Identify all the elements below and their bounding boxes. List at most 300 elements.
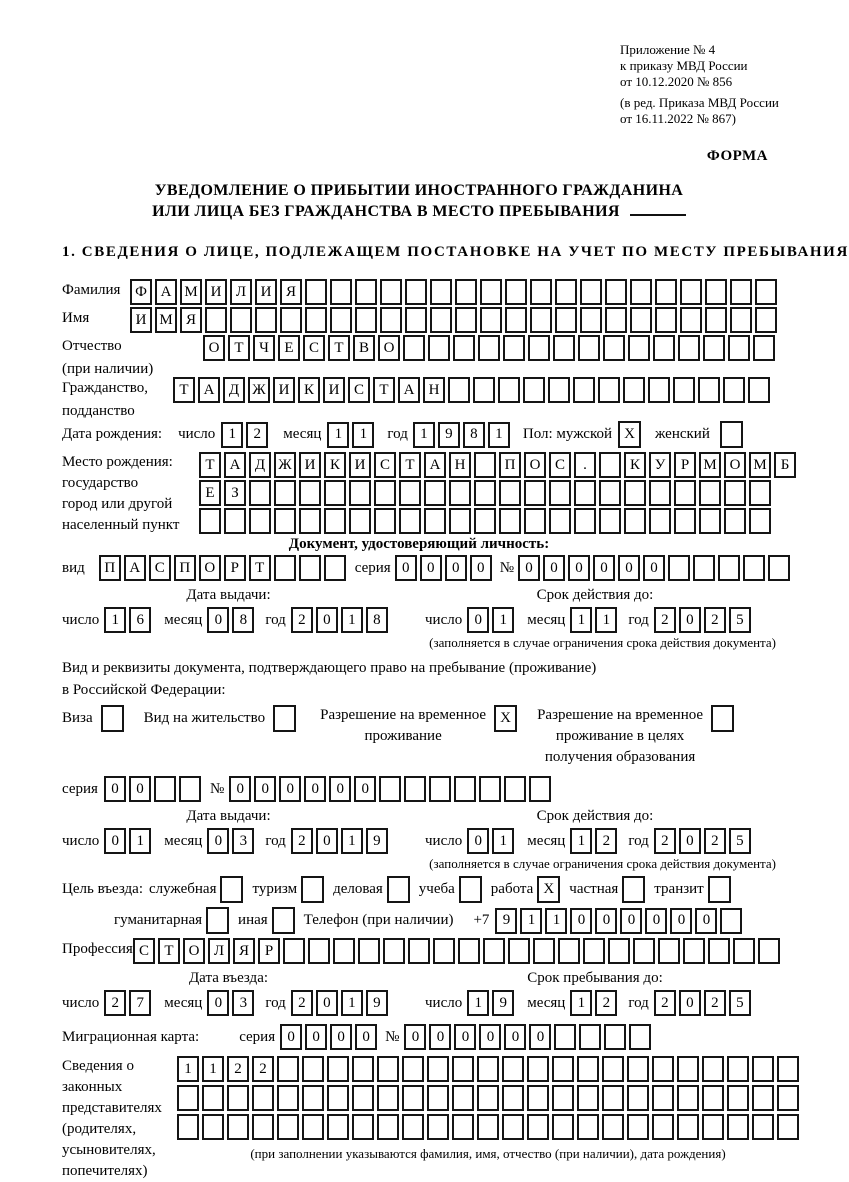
surname-boxes-cell[interactable]	[480, 279, 502, 305]
doc-kind-boxes-cell[interactable]	[274, 555, 296, 581]
profession-boxes-cell[interactable]	[433, 938, 455, 964]
residence-number-boxes-cell[interactable]: 0	[354, 776, 376, 802]
doc-kind-boxes-cell[interactable]	[299, 555, 321, 581]
citizenship-boxes-cell[interactable]	[723, 377, 745, 403]
purpose-transit-checkbox[interactable]	[708, 876, 731, 903]
birth-place-boxes-row1-cell[interactable]: .	[574, 452, 596, 478]
representatives-boxes-row1-cell[interactable]	[602, 1056, 624, 1082]
firstname-boxes-cell[interactable]	[755, 307, 777, 333]
migration-series-boxes-cell[interactable]: 0	[280, 1024, 302, 1050]
entry-month-boxes-cell[interactable]: 3	[232, 990, 254, 1016]
birth-place-boxes-row2-cell[interactable]	[324, 480, 346, 506]
surname-boxes-cell[interactable]: М	[180, 279, 202, 305]
citizenship-boxes-cell[interactable]	[548, 377, 570, 403]
birth-place-boxes-row3-cell[interactable]	[474, 508, 496, 534]
birth-place-boxes-row1-cell[interactable]: Б	[774, 452, 796, 478]
until-year-boxes-cell[interactable]: 0	[679, 990, 701, 1016]
citizenship-boxes-cell[interactable]	[498, 377, 520, 403]
birth-place-boxes-row3-cell[interactable]	[499, 508, 521, 534]
profession-boxes-cell[interactable]: Т	[158, 938, 180, 964]
representatives-boxes-row1-cell[interactable]	[302, 1056, 324, 1082]
birth-place-boxes-row1-cell[interactable]: К	[624, 452, 646, 478]
birth-place-boxes-row1-cell[interactable]: М	[699, 452, 721, 478]
valid-month-boxes-cell[interactable]: 1	[570, 828, 592, 854]
birth-place-boxes-row1-cell[interactable]: П	[499, 452, 521, 478]
birth-place-boxes-row3-cell[interactable]	[324, 508, 346, 534]
purpose-humanitarian-checkbox[interactable]	[206, 907, 229, 934]
patronymic-boxes-cell[interactable]	[603, 335, 625, 361]
representatives-boxes-row1-cell[interactable]	[702, 1056, 724, 1082]
representatives-boxes-row3-cell[interactable]	[277, 1114, 299, 1140]
birth-place-boxes-row1-cell[interactable]: Ж	[274, 452, 296, 478]
representatives-boxes-row2-cell[interactable]	[727, 1085, 749, 1111]
residence-number-boxes-cell[interactable]	[479, 776, 501, 802]
representatives-boxes-row3-cell[interactable]	[702, 1114, 724, 1140]
until-day-boxes-cell[interactable]: 9	[492, 990, 514, 1016]
profession-boxes-cell[interactable]	[658, 938, 680, 964]
birth-place-boxes-row2-cell[interactable]	[674, 480, 696, 506]
patronymic-boxes-cell[interactable]	[578, 335, 600, 361]
birth-place-boxes-row2-cell[interactable]: Е	[199, 480, 221, 506]
representatives-boxes-row2-cell[interactable]	[602, 1085, 624, 1111]
representatives-boxes-row3-cell[interactable]	[477, 1114, 499, 1140]
phone-boxes-cell[interactable]: 0	[595, 908, 617, 934]
representatives-boxes-row1-cell[interactable]	[577, 1056, 599, 1082]
birth-place-boxes-row1-cell[interactable]: И	[349, 452, 371, 478]
representatives-boxes-row1-cell[interactable]	[352, 1056, 374, 1082]
purpose-official-checkbox[interactable]	[220, 876, 243, 903]
valid-year-boxes-cell[interactable]: 0	[679, 828, 701, 854]
representatives-boxes-row3-cell[interactable]	[577, 1114, 599, 1140]
firstname-boxes-cell[interactable]	[705, 307, 727, 333]
firstname-boxes-cell[interactable]	[480, 307, 502, 333]
valid-year-boxes-cell[interactable]: 2	[654, 607, 676, 633]
phone-boxes-cell[interactable]: 9	[495, 908, 517, 934]
doc-series-boxes-cell[interactable]: 0	[470, 555, 492, 581]
profession-boxes-cell[interactable]	[733, 938, 755, 964]
issue-year-boxes-cell[interactable]: 1	[341, 607, 363, 633]
birth-place-boxes-row1-cell[interactable]: М	[749, 452, 771, 478]
citizenship-boxes-cell[interactable]	[648, 377, 670, 403]
residence-series-boxes-cell[interactable]: 0	[104, 776, 126, 802]
patronymic-boxes-cell[interactable]: О	[378, 335, 400, 361]
firstname-boxes-cell[interactable]	[280, 307, 302, 333]
residence-number-boxes-cell[interactable]	[429, 776, 451, 802]
representatives-boxes-row2-cell[interactable]	[302, 1085, 324, 1111]
birth-place-boxes-row2-cell[interactable]	[399, 480, 421, 506]
doc-number-boxes-cell[interactable]	[668, 555, 690, 581]
representatives-boxes-row2-cell[interactable]	[277, 1085, 299, 1111]
representatives-boxes-row1-cell[interactable]	[552, 1056, 574, 1082]
patronymic-boxes-cell[interactable]	[428, 335, 450, 361]
citizenship-boxes-cell[interactable]	[473, 377, 495, 403]
birth-place-boxes-row1-cell[interactable]: Д	[249, 452, 271, 478]
firstname-boxes-cell[interactable]	[730, 307, 752, 333]
representatives-boxes-row3-cell[interactable]	[252, 1114, 274, 1140]
representatives-boxes-row3-cell[interactable]	[777, 1114, 799, 1140]
birth-place-boxes-row3-cell[interactable]	[749, 508, 771, 534]
phone-boxes-cell[interactable]: 0	[670, 908, 692, 934]
representatives-boxes-row2-cell[interactable]	[427, 1085, 449, 1111]
representatives-boxes-row2-cell[interactable]	[577, 1085, 599, 1111]
residence-number-boxes-cell[interactable]	[454, 776, 476, 802]
valid-month-boxes-cell[interactable]: 2	[595, 828, 617, 854]
until-month-boxes-cell[interactable]: 1	[570, 990, 592, 1016]
residence-permit-checkbox[interactable]	[273, 705, 296, 732]
birth-place-boxes-row3-cell[interactable]	[199, 508, 221, 534]
firstname-boxes-cell[interactable]	[305, 307, 327, 333]
firstname-boxes-cell[interactable]	[205, 307, 227, 333]
birth-place-boxes-row1-cell[interactable]: Т	[199, 452, 221, 478]
profession-boxes-cell[interactable]	[458, 938, 480, 964]
representatives-boxes-row3-cell[interactable]	[377, 1114, 399, 1140]
representatives-boxes-row1-cell[interactable]	[377, 1056, 399, 1082]
representatives-boxes-row3-cell[interactable]	[227, 1114, 249, 1140]
entry-month-boxes-cell[interactable]: 0	[207, 990, 229, 1016]
firstname-boxes-cell[interactable]	[505, 307, 527, 333]
representatives-boxes-row2-cell[interactable]	[352, 1085, 374, 1111]
doc-number-boxes-cell[interactable]	[693, 555, 715, 581]
birth-place-boxes-row1-cell[interactable]: О	[724, 452, 746, 478]
birth-place-boxes-row3-cell[interactable]	[274, 508, 296, 534]
representatives-boxes-row3-cell[interactable]	[202, 1114, 224, 1140]
doc-kind-boxes-cell[interactable]: С	[149, 555, 171, 581]
citizenship-boxes-cell[interactable]	[448, 377, 470, 403]
representatives-boxes-row3-cell[interactable]	[427, 1114, 449, 1140]
surname-boxes-cell[interactable]	[680, 279, 702, 305]
representatives-boxes-row2-cell[interactable]	[327, 1085, 349, 1111]
representatives-boxes-row2-cell[interactable]	[177, 1085, 199, 1111]
surname-boxes-cell[interactable]: И	[205, 279, 227, 305]
patronymic-boxes-cell[interactable]	[528, 335, 550, 361]
birth-place-boxes-row1-cell[interactable]: И	[299, 452, 321, 478]
residence-number-boxes-cell[interactable]: 0	[229, 776, 251, 802]
citizenship-boxes-cell[interactable]: К	[298, 377, 320, 403]
phone-boxes-cell[interactable]: 0	[645, 908, 667, 934]
entry-year-boxes-cell[interactable]: 1	[341, 990, 363, 1016]
until-year-boxes-cell[interactable]: 2	[654, 990, 676, 1016]
residence-series-boxes-cell[interactable]	[179, 776, 201, 802]
representatives-boxes-row3-cell[interactable]	[302, 1114, 324, 1140]
representatives-boxes-row2-cell[interactable]	[227, 1085, 249, 1111]
doc-series-boxes-cell[interactable]: 0	[445, 555, 467, 581]
firstname-boxes-cell[interactable]: М	[155, 307, 177, 333]
representatives-boxes-row2-cell[interactable]	[652, 1085, 674, 1111]
citizenship-boxes-cell[interactable]: А	[198, 377, 220, 403]
profession-boxes-cell[interactable]: С	[133, 938, 155, 964]
birth-year-boxes-cell[interactable]: 9	[438, 422, 460, 448]
profession-boxes-cell[interactable]	[633, 938, 655, 964]
birth-place-boxes-row2-cell[interactable]	[624, 480, 646, 506]
citizenship-boxes-cell[interactable]: Д	[223, 377, 245, 403]
birth-year-boxes-cell[interactable]: 1	[488, 422, 510, 448]
birth-place-boxes-row3-cell[interactable]	[599, 508, 621, 534]
issue-year-boxes-cell[interactable]: 2	[291, 828, 313, 854]
valid-month-boxes-cell[interactable]: 1	[570, 607, 592, 633]
representatives-boxes-row2-cell[interactable]	[552, 1085, 574, 1111]
sex-female-checkbox[interactable]	[720, 421, 743, 448]
migration-number-boxes-cell[interactable]	[554, 1024, 576, 1050]
surname-boxes-cell[interactable]	[505, 279, 527, 305]
patronymic-boxes-cell[interactable]: Ч	[253, 335, 275, 361]
birth-place-boxes-row1-cell[interactable]: С	[374, 452, 396, 478]
representatives-boxes-row1-cell[interactable]	[527, 1056, 549, 1082]
citizenship-boxes-cell[interactable]: И	[273, 377, 295, 403]
migration-number-boxes-cell[interactable]	[579, 1024, 601, 1050]
birth-place-boxes-row3-cell[interactable]	[349, 508, 371, 534]
birth-place-boxes-row2-cell[interactable]	[274, 480, 296, 506]
representatives-boxes-row3-cell[interactable]	[552, 1114, 574, 1140]
valid-day-boxes-cell[interactable]: 0	[467, 607, 489, 633]
surname-boxes-cell[interactable]	[555, 279, 577, 305]
birth-place-boxes-row3-cell[interactable]	[524, 508, 546, 534]
residence-number-boxes-cell[interactable]: 0	[304, 776, 326, 802]
citizenship-boxes-cell[interactable]	[623, 377, 645, 403]
birth-place-boxes-row2-cell[interactable]	[374, 480, 396, 506]
patronymic-boxes-cell[interactable]	[678, 335, 700, 361]
surname-boxes-cell[interactable]	[630, 279, 652, 305]
birth-place-boxes-row1-cell[interactable]: К	[324, 452, 346, 478]
birth-place-boxes-row2-cell[interactable]	[549, 480, 571, 506]
citizenship-boxes-cell[interactable]	[523, 377, 545, 403]
doc-number-boxes-cell[interactable]: 0	[568, 555, 590, 581]
birth-place-boxes-row2-cell[interactable]	[649, 480, 671, 506]
issue-year-boxes-cell[interactable]: 0	[316, 607, 338, 633]
until-year-boxes-cell[interactable]: 2	[704, 990, 726, 1016]
representatives-boxes-row3-cell[interactable]	[452, 1114, 474, 1140]
purpose-business-checkbox[interactable]	[387, 876, 410, 903]
doc-kind-boxes-cell[interactable]	[324, 555, 346, 581]
firstname-boxes-cell[interactable]	[605, 307, 627, 333]
firstname-boxes-cell[interactable]	[630, 307, 652, 333]
doc-number-boxes-cell[interactable]: 0	[518, 555, 540, 581]
birth-place-boxes-row2-cell[interactable]	[299, 480, 321, 506]
representatives-boxes-row1-cell[interactable]	[652, 1056, 674, 1082]
residence-number-boxes-cell[interactable]: 0	[254, 776, 276, 802]
migration-series-boxes-cell[interactable]: 0	[355, 1024, 377, 1050]
migration-number-boxes-cell[interactable]: 0	[479, 1024, 501, 1050]
birth-place-boxes-row1-cell[interactable]: Р	[674, 452, 696, 478]
profession-boxes-cell[interactable]	[358, 938, 380, 964]
residence-series-boxes-cell[interactable]	[154, 776, 176, 802]
representatives-boxes-row1-cell[interactable]	[677, 1056, 699, 1082]
profession-boxes-cell[interactable]	[383, 938, 405, 964]
residence-number-boxes-cell[interactable]	[504, 776, 526, 802]
residence-number-boxes-cell[interactable]: 0	[279, 776, 301, 802]
purpose-work-checkbox[interactable]: X	[537, 876, 560, 903]
birth-place-boxes-row1-cell[interactable]: А	[224, 452, 246, 478]
visa-checkbox[interactable]	[101, 705, 124, 732]
citizenship-boxes-cell[interactable]: И	[323, 377, 345, 403]
birth-place-boxes-row3-cell[interactable]	[699, 508, 721, 534]
doc-kind-boxes-cell[interactable]: Р	[224, 555, 246, 581]
representatives-boxes-row2-cell[interactable]	[627, 1085, 649, 1111]
doc-number-boxes-cell[interactable]	[743, 555, 765, 581]
valid-year-boxes-cell[interactable]: 5	[729, 607, 751, 633]
surname-boxes-cell[interactable]: Л	[230, 279, 252, 305]
patronymic-boxes-cell[interactable]: Т	[228, 335, 250, 361]
profession-boxes-cell[interactable]	[333, 938, 355, 964]
doc-kind-boxes-cell[interactable]: А	[124, 555, 146, 581]
firstname-boxes-cell[interactable]	[555, 307, 577, 333]
citizenship-boxes-cell[interactable]: Т	[373, 377, 395, 403]
issue-day-boxes-cell[interactable]: 6	[129, 607, 151, 633]
birth-place-boxes-row1-cell[interactable]: С	[549, 452, 571, 478]
migration-number-boxes-cell[interactable]: 0	[529, 1024, 551, 1050]
birth-place-boxes-row2-cell[interactable]	[724, 480, 746, 506]
birth-day-boxes-cell[interactable]: 1	[221, 422, 243, 448]
residence-number-boxes-cell[interactable]	[404, 776, 426, 802]
valid-year-boxes-cell[interactable]: 5	[729, 828, 751, 854]
birth-place-boxes-row1-cell[interactable]	[599, 452, 621, 478]
representatives-boxes-row1-cell[interactable]: 1	[202, 1056, 224, 1082]
surname-boxes-cell[interactable]	[530, 279, 552, 305]
representatives-boxes-row1-cell[interactable]: 2	[227, 1056, 249, 1082]
profession-boxes-cell[interactable]	[558, 938, 580, 964]
representatives-boxes-row3-cell[interactable]	[502, 1114, 524, 1140]
valid-year-boxes-cell[interactable]: 2	[704, 828, 726, 854]
issue-year-boxes-cell[interactable]: 1	[341, 828, 363, 854]
doc-number-boxes-cell[interactable]	[768, 555, 790, 581]
representatives-boxes-row1-cell[interactable]	[277, 1056, 299, 1082]
profession-boxes-cell[interactable]: О	[183, 938, 205, 964]
firstname-boxes-cell[interactable]: Я	[180, 307, 202, 333]
birth-place-boxes-row2-cell[interactable]	[599, 480, 621, 506]
patronymic-boxes-cell[interactable]	[403, 335, 425, 361]
surname-boxes-cell[interactable]	[605, 279, 627, 305]
issue-year-boxes-cell[interactable]: 2	[291, 607, 313, 633]
issue-year-boxes-cell[interactable]: 0	[316, 828, 338, 854]
phone-boxes-cell[interactable]	[720, 908, 742, 934]
purpose-private-checkbox[interactable]	[622, 876, 645, 903]
representatives-boxes-row1-cell[interactable]	[727, 1056, 749, 1082]
profession-boxes-cell[interactable]: Я	[233, 938, 255, 964]
representatives-boxes-row2-cell[interactable]	[702, 1085, 724, 1111]
issue-month-boxes-cell[interactable]: 0	[207, 607, 229, 633]
representatives-boxes-row3-cell[interactable]	[177, 1114, 199, 1140]
doc-kind-boxes-cell[interactable]: О	[199, 555, 221, 581]
until-day-boxes-cell[interactable]: 1	[467, 990, 489, 1016]
phone-boxes-cell[interactable]: 0	[570, 908, 592, 934]
surname-boxes-cell[interactable]	[305, 279, 327, 305]
profession-boxes-cell[interactable]	[583, 938, 605, 964]
birth-place-boxes-row3-cell[interactable]	[574, 508, 596, 534]
representatives-boxes-row2-cell[interactable]	[477, 1085, 499, 1111]
birth-place-boxes-row2-cell[interactable]	[749, 480, 771, 506]
representatives-boxes-row3-cell[interactable]	[327, 1114, 349, 1140]
phone-boxes-cell[interactable]: 0	[620, 908, 642, 934]
representatives-boxes-row1-cell[interactable]: 2	[252, 1056, 274, 1082]
birth-place-boxes-row3-cell[interactable]	[624, 508, 646, 534]
patronymic-boxes-cell[interactable]	[753, 335, 775, 361]
birth-place-boxes-row3-cell[interactable]	[649, 508, 671, 534]
representatives-boxes-row1-cell[interactable]	[627, 1056, 649, 1082]
citizenship-boxes-cell[interactable]: Т	[173, 377, 195, 403]
entry-year-boxes-cell[interactable]: 9	[366, 990, 388, 1016]
representatives-boxes-row3-cell[interactable]	[677, 1114, 699, 1140]
surname-boxes-cell[interactable]	[330, 279, 352, 305]
valid-year-boxes-cell[interactable]: 2	[654, 828, 676, 854]
issue-day-boxes-cell[interactable]: 0	[104, 828, 126, 854]
citizenship-boxes-cell[interactable]: Н	[423, 377, 445, 403]
patronymic-boxes-cell[interactable]: С	[303, 335, 325, 361]
surname-boxes-cell[interactable]	[755, 279, 777, 305]
birth-place-boxes-row3-cell[interactable]	[424, 508, 446, 534]
phone-boxes-cell[interactable]: 1	[520, 908, 542, 934]
profession-boxes-cell[interactable]: Л	[208, 938, 230, 964]
birth-place-boxes-row1-cell[interactable]: Т	[399, 452, 421, 478]
citizenship-boxes-cell[interactable]	[573, 377, 595, 403]
citizenship-boxes-cell[interactable]: Ж	[248, 377, 270, 403]
patronymic-boxes-cell[interactable]	[453, 335, 475, 361]
migration-series-boxes-cell[interactable]: 0	[330, 1024, 352, 1050]
representatives-boxes-row1-cell[interactable]	[477, 1056, 499, 1082]
representatives-boxes-row2-cell[interactable]	[527, 1085, 549, 1111]
surname-boxes-cell[interactable]: Ф	[130, 279, 152, 305]
representatives-boxes-row3-cell[interactable]	[727, 1114, 749, 1140]
purpose-tourism-checkbox[interactable]	[301, 876, 324, 903]
phone-boxes-cell[interactable]: 1	[545, 908, 567, 934]
representatives-boxes-row2-cell[interactable]	[502, 1085, 524, 1111]
birth-month-boxes-cell[interactable]: 1	[352, 422, 374, 448]
firstname-boxes-cell[interactable]	[380, 307, 402, 333]
surname-boxes-cell[interactable]	[730, 279, 752, 305]
migration-number-boxes-cell[interactable]	[604, 1024, 626, 1050]
profession-boxes-cell[interactable]	[308, 938, 330, 964]
firstname-boxes-cell[interactable]	[530, 307, 552, 333]
representatives-boxes-row1-cell[interactable]	[402, 1056, 424, 1082]
firstname-boxes-cell[interactable]	[680, 307, 702, 333]
residence-series-boxes-cell[interactable]: 0	[129, 776, 151, 802]
representatives-boxes-row2-cell[interactable]	[777, 1085, 799, 1111]
representatives-boxes-row1-cell[interactable]	[452, 1056, 474, 1082]
citizenship-boxes-cell[interactable]	[673, 377, 695, 403]
citizenship-boxes-cell[interactable]	[748, 377, 770, 403]
representatives-boxes-row1-cell[interactable]: 1	[177, 1056, 199, 1082]
valid-day-boxes-cell[interactable]: 1	[492, 607, 514, 633]
doc-number-boxes-cell[interactable]: 0	[643, 555, 665, 581]
valid-year-boxes-cell[interactable]: 0	[679, 607, 701, 633]
representatives-boxes-row2-cell[interactable]	[402, 1085, 424, 1111]
entry-day-boxes-cell[interactable]: 7	[129, 990, 151, 1016]
until-year-boxes-cell[interactable]: 5	[729, 990, 751, 1016]
profession-boxes-cell[interactable]	[533, 938, 555, 964]
birth-place-boxes-row3-cell[interactable]	[449, 508, 471, 534]
sex-male-checkbox[interactable]: X	[618, 421, 641, 448]
firstname-boxes-cell[interactable]	[430, 307, 452, 333]
surname-boxes-cell[interactable]	[405, 279, 427, 305]
residence-number-boxes-cell[interactable]	[379, 776, 401, 802]
patronymic-boxes-cell[interactable]	[728, 335, 750, 361]
migration-number-boxes-cell[interactable]: 0	[504, 1024, 526, 1050]
surname-boxes-cell[interactable]	[355, 279, 377, 305]
firstname-boxes-cell[interactable]	[330, 307, 352, 333]
profession-boxes-cell[interactable]	[408, 938, 430, 964]
patronymic-boxes-cell[interactable]	[503, 335, 525, 361]
birth-month-boxes-cell[interactable]: 1	[327, 422, 349, 448]
profession-boxes-cell[interactable]	[508, 938, 530, 964]
doc-number-boxes-cell[interactable]	[718, 555, 740, 581]
surname-boxes-cell[interactable]	[380, 279, 402, 305]
issue-year-boxes-cell[interactable]: 9	[366, 828, 388, 854]
patronymic-boxes-cell[interactable]: В	[353, 335, 375, 361]
birth-day-boxes-cell[interactable]: 2	[246, 422, 268, 448]
until-month-boxes-cell[interactable]: 2	[595, 990, 617, 1016]
surname-boxes-cell[interactable]: И	[255, 279, 277, 305]
birth-place-boxes-row1-cell[interactable]: У	[649, 452, 671, 478]
valid-day-boxes-cell[interactable]: 1	[492, 828, 514, 854]
migration-number-boxes-cell[interactable]: 0	[404, 1024, 426, 1050]
